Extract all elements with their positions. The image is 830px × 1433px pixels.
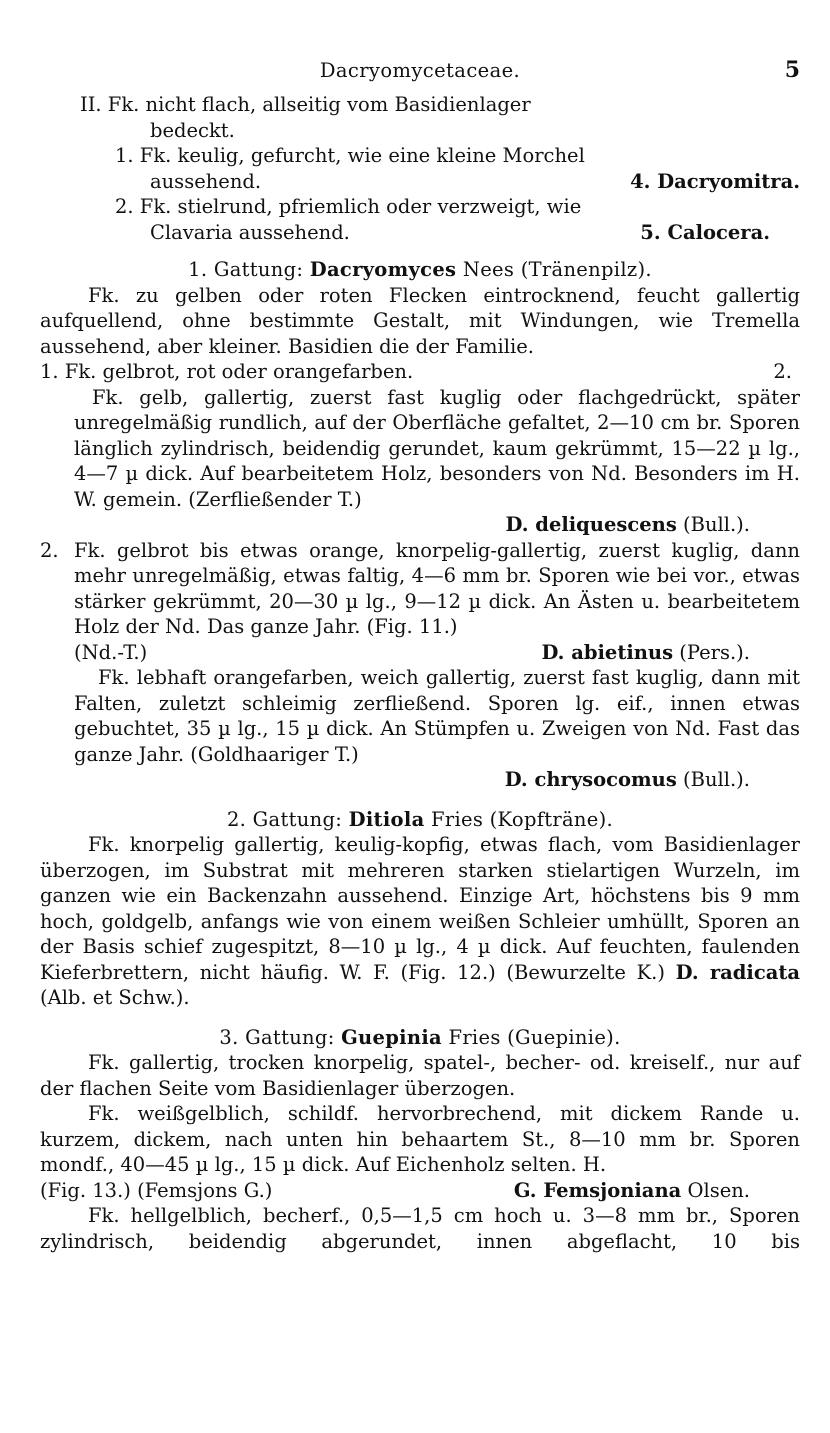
key-1-row <box>40 169 800 195</box>
gattung-3-suffix: Fries (Guepinie). <box>448 1025 621 1049</box>
species-femsjoniana <box>40 1101 800 1203</box>
key-2-genus: 5. Calocera. <box>640 220 770 244</box>
gattung-1-description: Fk. zu gelben oder roten Flecken eintrocknend, feucht gallertig aufquellend, ohne bestimmte Gestalt, mit Windungen, wie Tremella aussehend, aber kleiner. Basidien die der Familie. <box>40 283 800 358</box>
species-abietinus-name: D. abietinus <box>541 640 674 664</box>
species-femsjoniana-tail: (Fig. 13.) (Femsjons G.) <box>40 1178 273 1202</box>
book-page <box>40 58 800 1254</box>
gattung-1-suffix: Nees (Tränenpilz). <box>462 258 652 281</box>
species-next-text: Fk. hellgelblich, becherf., 0,5—1,5 cm hoch u. 3—8 mm br., Sporen zylindrisch, beidendig abgerundet, innen abgeflacht, 10 bis <box>40 1204 800 1253</box>
species-deliquescens-author: (Bull.). <box>683 513 750 536</box>
key-II-line1: II. Fk. nicht flach, allseitig vom Basidienlager <box>80 93 531 116</box>
species-chrysocomus <box>40 665 800 793</box>
key-1-genus: 4. Dacryomitra. <box>630 169 800 193</box>
running-title: Dacryomycetaceae. <box>319 59 521 82</box>
gattung-2-description-text: Fk. knorpelig gallertig, keulig-kopfig, etwas flach, vom Basidienlager überzogen, im Substrat mit mehreren starken stielartigen Wurzeln, im ganzen wie ein Backenzahn aussehend. Einzige Art, höchstens bis 9 mm hoch, goldgelb, anfangs wie von einem weißen Schleier umhüllt, Sporen an der Basis schief zugespitzt, 8—10 µ lg., 4 µ dick. Auf feuchten, faulenden Kieferbrettern, nicht häufig. W. F. (Fig. 12.) (Bewurzelte K.) <box>40 833 800 984</box>
gattung-1-name: Dacryomyces <box>309 258 457 281</box>
species-abietinus-author: (Pers.). <box>679 640 750 664</box>
gattung-2-prefix: 2. Gattung: <box>226 807 343 831</box>
gattung-1-key-1 <box>40 359 800 385</box>
gattung-3-prefix: 3. Gattung: <box>219 1025 335 1049</box>
species-chrysocomus-text: Fk. lebhaft orangefarben, weich gallertig, zuerst fast kuglig, dann mit Falten, zuletzt schleimig zerfließend. Sporen lg. eif., innen etwas gebuchtet, 35 µ lg., 15 µ dick. An Stümpfen u. Zweigen von Nd. Fast das ganze Jahr. (Goldhaariger T.) <box>74 666 800 766</box>
species-deliquescens-name: D. deliquescens <box>505 513 677 536</box>
species-abietinus-name-line <box>74 640 800 666</box>
gattung-1-heading <box>40 257 800 283</box>
key-2-line1: 2. Fk. stielrund, pfriemlich oder verzweigt, wie <box>115 195 582 218</box>
gattung-1-key-1-text: 1. Fk. gelbrot, rot oder orangefarben. <box>40 360 414 383</box>
key-2-line2: Clavaria aussehend. <box>150 220 350 244</box>
gattung-1-key-1-ref: 2. <box>773 360 792 383</box>
gattung-3-description: Fk. gallertig, trocken knorpelig, spatel-, becher- od. kreiself., nur auf der flachen Seite vom Basidienlager überzogen. <box>40 1051 800 1100</box>
gattung-3-heading <box>40 1025 800 1051</box>
running-header <box>40 58 800 92</box>
species-radicata-author: (Alb. et Schw.). <box>40 986 190 1009</box>
gattung-1-key-2-num: 2. <box>40 538 59 562</box>
species-femsjoniana-author: Olsen. <box>687 1178 750 1202</box>
species-abietinus-tail: (Nd.-T.) <box>74 640 148 664</box>
species-deliquescens <box>40 385 800 538</box>
species-femsjoniana-name: G. Femsjoniana <box>513 1178 682 1202</box>
gattung-2-heading <box>40 807 800 833</box>
gattung-3-name: Guepinia <box>341 1025 442 1049</box>
species-radicata-name: D. radicata <box>675 960 800 984</box>
gattung-1-key-2 <box>40 538 800 666</box>
gattung-2-suffix: Fries (Kopfträne). <box>431 807 614 831</box>
species-abietinus-text: Fk. gelbrot bis etwas orange, knorpelig-gallertig, zuerst kuglig, dann mehr unregelmäßig, etwas faltig, 4—6 mm br. Sporen wie bei vor., etwas stärker gekrümmt, 20—30 µ lg., 9—12 µ dick. An Ästen u. bearbeitetem Holz der Nd. Das ganze Jahr. (Fig. 11.) <box>74 538 800 638</box>
species-deliquescens-name-line <box>74 512 800 538</box>
gattung-2-name: Ditiola <box>348 807 425 831</box>
species-chrysocomus-name: D. chrysocomus <box>504 768 677 791</box>
key-1-line1: 1. Fk. keulig, gefurcht, wie eine kleine Morchel <box>115 144 585 167</box>
key-top <box>40 92 800 245</box>
species-deliquescens-text: Fk. gelb, gallertig, zuerst fast kuglig oder flachgedrückt, später unregelmäßig rundlich, auf der Oberfläche gefaltet, 2—10 cm br. Sporen länglich zylindrisch, beidendig gerundet, kaum gekrümmt, 15—22 µ lg., 4—7 µ dick. Auf bearbeitetem Holz, besonders von Nd. Besonders im H. W. gemein. (Zerfließender T.) <box>74 385 800 511</box>
page-number: 5 <box>784 57 800 83</box>
gattung-1-prefix: 1. Gattung: <box>188 258 304 281</box>
species-chrysocomus-author: (Bull.). <box>683 768 750 791</box>
key-2-row <box>40 220 800 246</box>
species-femsjoniana-text: Fk. weißgelblich, schildf. hervorbrechend, mit dickem Rande u. kurzem, dickem, nach unten hin behaartem St., 8—10 mm br. Sporen mondf., 40—45 µ lg., 15 µ dick. Auf Eichenholz selten. H. <box>40 1102 800 1176</box>
species-chrysocomus-name-line <box>74 767 800 793</box>
key-II-line2: bedeckt. <box>150 118 235 142</box>
key-1-line2: aussehend. <box>150 169 262 193</box>
species-femsjoniana-name-line <box>40 1178 800 1204</box>
gattung-2-description <box>40 832 800 1011</box>
species-abietinus <box>74 538 800 666</box>
